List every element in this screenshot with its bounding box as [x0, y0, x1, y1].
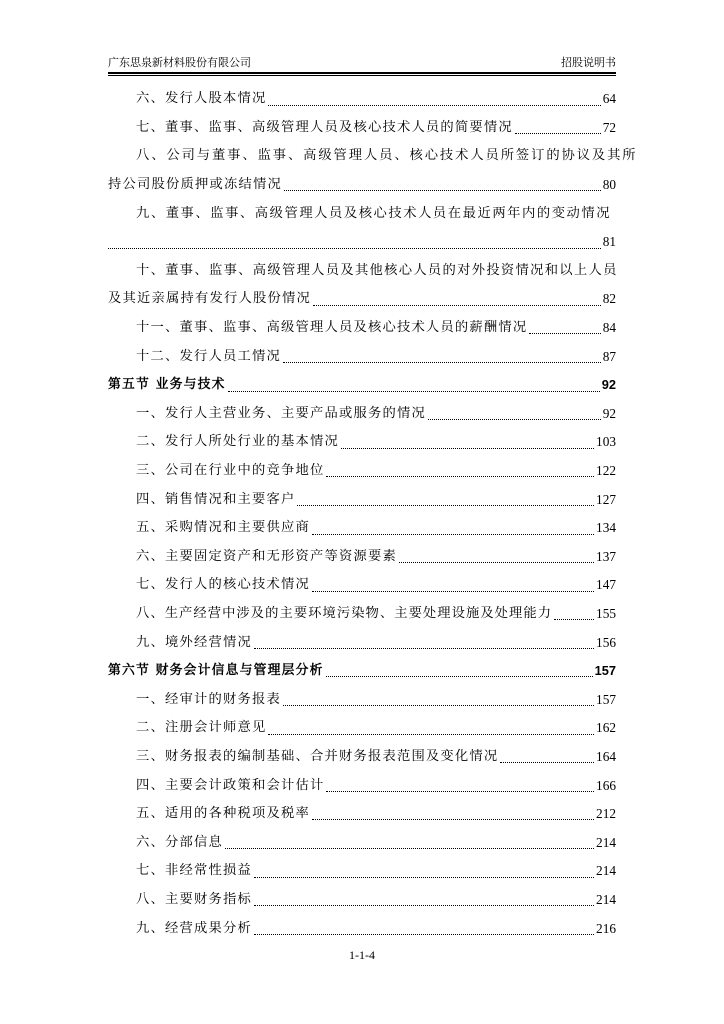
- toc-entry-page: 214: [596, 834, 616, 850]
- toc-entry[interactable]: [108, 800, 616, 829]
- toc-leader: [399, 561, 594, 563]
- toc-entry[interactable]: [108, 514, 616, 543]
- toc-entry-page: 134: [596, 520, 616, 536]
- toc-entry-label: 十一、董事、监事、高级管理人员及核心技术人员的薪酬情况: [136, 320, 528, 336]
- toc-leader: [283, 704, 594, 706]
- toc-leader: [326, 675, 593, 677]
- toc-section-page: 157: [594, 663, 616, 679]
- toc-leader: [341, 447, 594, 449]
- toc-entry[interactable]: [108, 285, 616, 314]
- toc-entry[interactable]: [108, 600, 616, 629]
- toc-entry[interactable]: [108, 571, 616, 600]
- toc-entry-label: 六、主要固定资产和无形资产等资源要素: [136, 548, 397, 564]
- toc-entry-page: 164: [596, 748, 616, 764]
- toc-leader: [297, 504, 594, 506]
- toc-leader: [529, 332, 600, 334]
- toc-entry[interactable]: [108, 771, 616, 800]
- header-company-name: 广东思泉新材料股份有限公司: [108, 56, 251, 69]
- toc-leader: [312, 818, 594, 820]
- toc-entry-label: 八、公司与董事、监事、高级管理人员、核心技术人员所签订的协议及其所: [136, 148, 638, 164]
- toc-section-label: 第五节 业务与技术: [108, 377, 226, 393]
- toc-entry-page: 216: [596, 920, 616, 936]
- toc-entry[interactable]: [108, 400, 616, 429]
- toc-entry-label: 四、销售情况和主要客户: [136, 491, 296, 507]
- toc-leader: [225, 847, 594, 849]
- toc-entry-line1[interactable]: [108, 257, 616, 286]
- toc-entry[interactable]: [108, 171, 616, 200]
- toc-entry-label: 七、发行人的核心技术情况: [136, 577, 310, 593]
- toc-entry[interactable]: [108, 828, 616, 857]
- table-of-contents: [108, 85, 638, 943]
- toc-entry-label: 四、主要会计政策和会计估计: [136, 777, 325, 793]
- toc-leader: [326, 790, 594, 792]
- toc-entry-page: 81: [602, 234, 616, 250]
- toc-section[interactable]: [108, 657, 616, 686]
- toc-leader: [428, 418, 601, 420]
- toc-leader: [500, 761, 594, 763]
- toc-entry-label: 六、发行人股本情况: [136, 91, 267, 107]
- toc-entry-label: 九、董事、监事、高级管理人员及核心技术人员在最近两年内的变动情况: [136, 205, 612, 221]
- toc-entry[interactable]: [108, 314, 616, 343]
- toc-leader: [254, 933, 594, 935]
- header-document-title: 招股说明书: [561, 56, 616, 69]
- toc-entry-label: 六、分部信息: [136, 834, 223, 850]
- toc-leader: [228, 390, 600, 392]
- toc-entry-label: 一、发行人主营业务、主要产品或服务的情况: [136, 405, 426, 421]
- toc-entry-label: 一、经审计的财务报表: [136, 691, 281, 707]
- toc-entry-label: 八、主要财务指标: [136, 891, 252, 907]
- toc-entry[interactable]: [108, 457, 616, 486]
- toc-entry[interactable]: [108, 743, 616, 772]
- toc-entry-line1[interactable]: [108, 199, 616, 228]
- toc-entry-page: 157: [596, 691, 616, 707]
- toc-entry-page: 127: [596, 491, 616, 507]
- toc-entry-page: 214: [596, 891, 616, 907]
- toc-leader: [254, 904, 594, 906]
- toc-entry-label: 九、境外经营情况: [136, 634, 252, 650]
- toc-entry-page: 84: [602, 320, 616, 336]
- toc-entry[interactable]: [108, 485, 616, 514]
- toc-leader: [284, 189, 601, 191]
- toc-entry-page: 103: [596, 434, 616, 450]
- toc-entry-page: 166: [596, 777, 616, 793]
- toc-entry-page: 92: [602, 405, 616, 421]
- toc-entry[interactable]: [108, 114, 616, 143]
- toc-leader: [268, 104, 600, 106]
- toc-entry[interactable]: [108, 228, 616, 257]
- toc-entry-label: 九、经营成果分析: [136, 920, 252, 936]
- toc-entry-page: 155: [596, 605, 616, 621]
- toc-entry-label: 十二、发行人员工情况: [136, 348, 281, 364]
- toc-leader: [108, 247, 601, 249]
- toc-leader: [554, 618, 594, 620]
- toc-entry[interactable]: [108, 685, 616, 714]
- toc-entry-label: 三、财务报表的编制基础、合并财务报表范围及变化情况: [136, 748, 499, 764]
- toc-entry[interactable]: [108, 857, 616, 886]
- toc-entry[interactable]: [108, 85, 616, 114]
- toc-entry-page: 212: [596, 806, 616, 822]
- toc-entry-line1[interactable]: [108, 142, 638, 171]
- toc-entry-label: 八、生产经营中涉及的主要环境污染物、主要处理设施及处理能力: [136, 605, 553, 621]
- toc-leader: [515, 132, 601, 134]
- toc-leader: [254, 876, 594, 878]
- toc-entry-page: 64: [602, 91, 616, 107]
- toc-section-label: 第六节 财务会计信息与管理层分析: [108, 663, 324, 679]
- footer-page-number: 1-1-4: [349, 948, 375, 962]
- toc-entry-page: 162: [596, 720, 616, 736]
- toc-entry-page: 72: [602, 119, 616, 135]
- toc-entry[interactable]: [108, 628, 616, 657]
- toc-entry-page: 147: [596, 577, 616, 593]
- toc-entry-label: 七、非经常性损益: [136, 863, 252, 879]
- toc-leader: [326, 475, 594, 477]
- toc-entry-label: 及其近亲属持有发行人股份情况: [108, 291, 311, 307]
- toc-leader: [268, 733, 594, 735]
- toc-entry-page: 82: [602, 291, 616, 307]
- toc-entry-page: 214: [596, 863, 616, 879]
- toc-entry-label: 二、发行人所处行业的基本情况: [136, 434, 339, 450]
- toc-entry-label: 五、采购情况和主要供应商: [136, 520, 310, 536]
- header-rule: [108, 72, 616, 74]
- toc-section-page: 92: [601, 377, 616, 393]
- toc-entry[interactable]: [108, 342, 616, 371]
- toc-section[interactable]: [108, 371, 616, 400]
- toc-leader: [254, 647, 594, 649]
- page-header: [108, 50, 616, 70]
- toc-entry[interactable]: [108, 428, 616, 457]
- toc-entry-label: 十、董事、监事、高级管理人员及其他核心人员的对外投资情况和以上人员: [136, 262, 618, 278]
- toc-leader: [312, 590, 594, 592]
- toc-leader: [313, 304, 601, 306]
- toc-entry-label: 三、公司在行业中的竞争地位: [136, 463, 325, 479]
- toc-entry-label: 七、董事、监事、高级管理人员及核心技术人员的简要情况: [136, 119, 513, 135]
- toc-entry-label: 五、适用的各种税项及税率: [136, 806, 310, 822]
- toc-entry-label: 二、注册会计师意见: [136, 720, 267, 736]
- toc-entry-page: 87: [602, 348, 616, 364]
- toc-entry-page: 80: [602, 177, 616, 193]
- toc-entry-label: 持公司股份质押或冻结情况: [108, 177, 282, 193]
- page-footer: [0, 948, 724, 963]
- toc-leader: [283, 361, 601, 363]
- toc-entry[interactable]: [108, 886, 616, 915]
- toc-entry-page: 156: [596, 634, 616, 650]
- toc-entry[interactable]: [108, 914, 616, 943]
- toc-entry-page: 137: [596, 548, 616, 564]
- toc-leader: [312, 533, 594, 535]
- toc-entry-page: 122: [596, 463, 616, 479]
- toc-entry[interactable]: [108, 714, 616, 743]
- header-rule-thin: [108, 75, 616, 76]
- toc-entry[interactable]: [108, 543, 616, 572]
